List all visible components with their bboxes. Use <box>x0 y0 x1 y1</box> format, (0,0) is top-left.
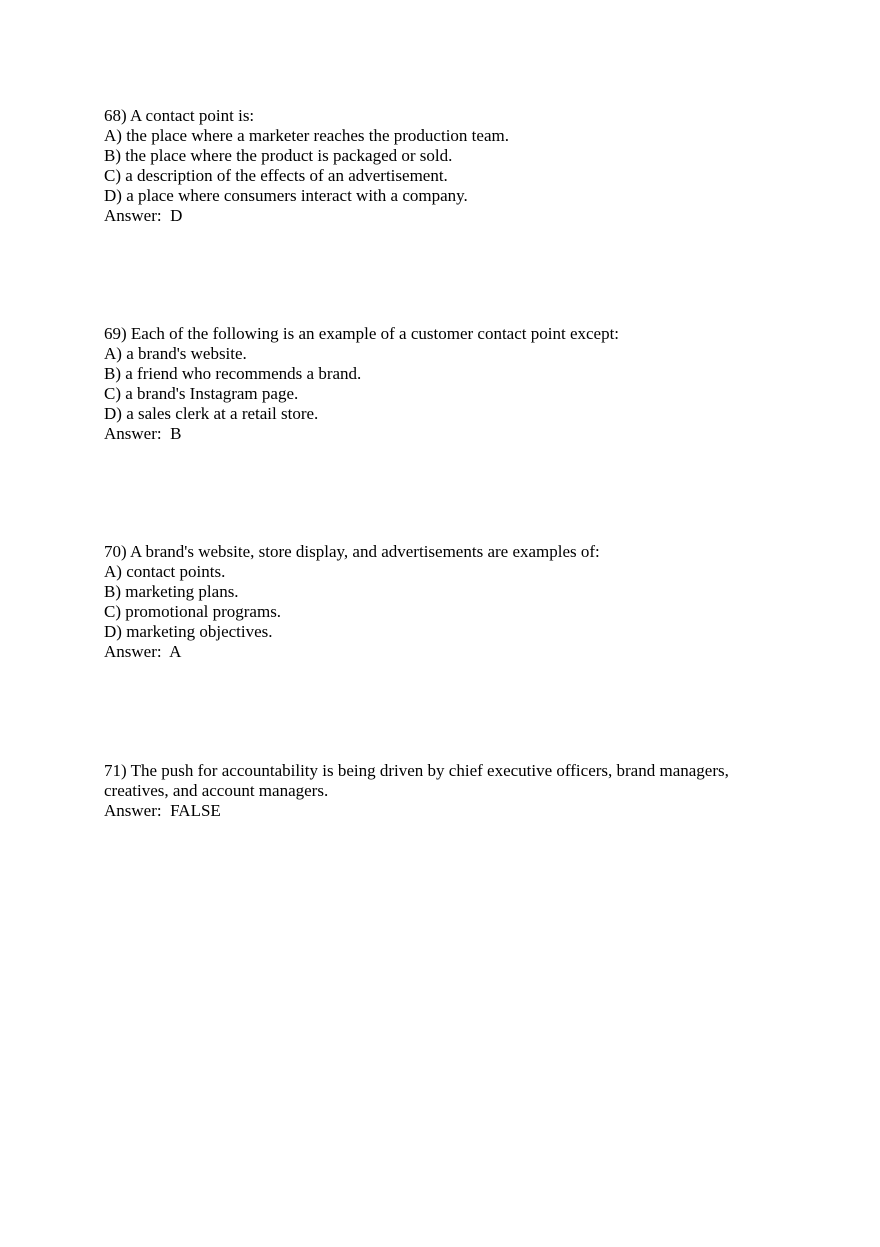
answer-option-b: B) marketing plans. <box>104 582 239 601</box>
question-stem: 70) A brand's website, store display, and advertisements are examples of: <box>104 542 600 561</box>
answer-key: Answer: FALSE <box>104 801 221 820</box>
answer-key: Answer: B <box>104 424 182 443</box>
answer-option-c: C) a description of the effects of an advertisement. <box>104 166 448 185</box>
answer-option-a: A) the place where a marketer reaches the production team. <box>104 126 509 145</box>
question-stem: 69) Each of the following is an example of a customer contact point except: <box>104 324 620 343</box>
answer-option-d: D) a place where consumers interact with a company. <box>104 186 468 205</box>
answer-option-b: B) a friend who recommends a brand. <box>104 364 362 383</box>
question-stem: 71) The push for accountability is being driven by chief executive officers, brand managers, creatives, and account managers. <box>104 761 734 800</box>
question-stem: 68) A contact point is: <box>104 106 255 125</box>
answer-option-a: A) a brand's website. <box>104 344 247 363</box>
answer-option-c: C) promotional programs. <box>104 602 282 621</box>
answer-key: Answer: D <box>104 206 183 225</box>
answer-option-a: A) contact points. <box>104 562 226 581</box>
answer-option-c: C) a brand's Instagram page. <box>104 384 299 403</box>
question-70 <box>104 542 764 662</box>
question-71 <box>104 761 764 821</box>
answer-key: Answer: A <box>104 642 182 661</box>
answer-option-d: D) a sales clerk at a retail store. <box>104 404 319 423</box>
answer-option-d: D) marketing objectives. <box>104 622 273 641</box>
question-68 <box>104 106 764 226</box>
answer-option-b: B) the place where the product is packaged or sold. <box>104 146 453 165</box>
question-69 <box>104 324 764 444</box>
